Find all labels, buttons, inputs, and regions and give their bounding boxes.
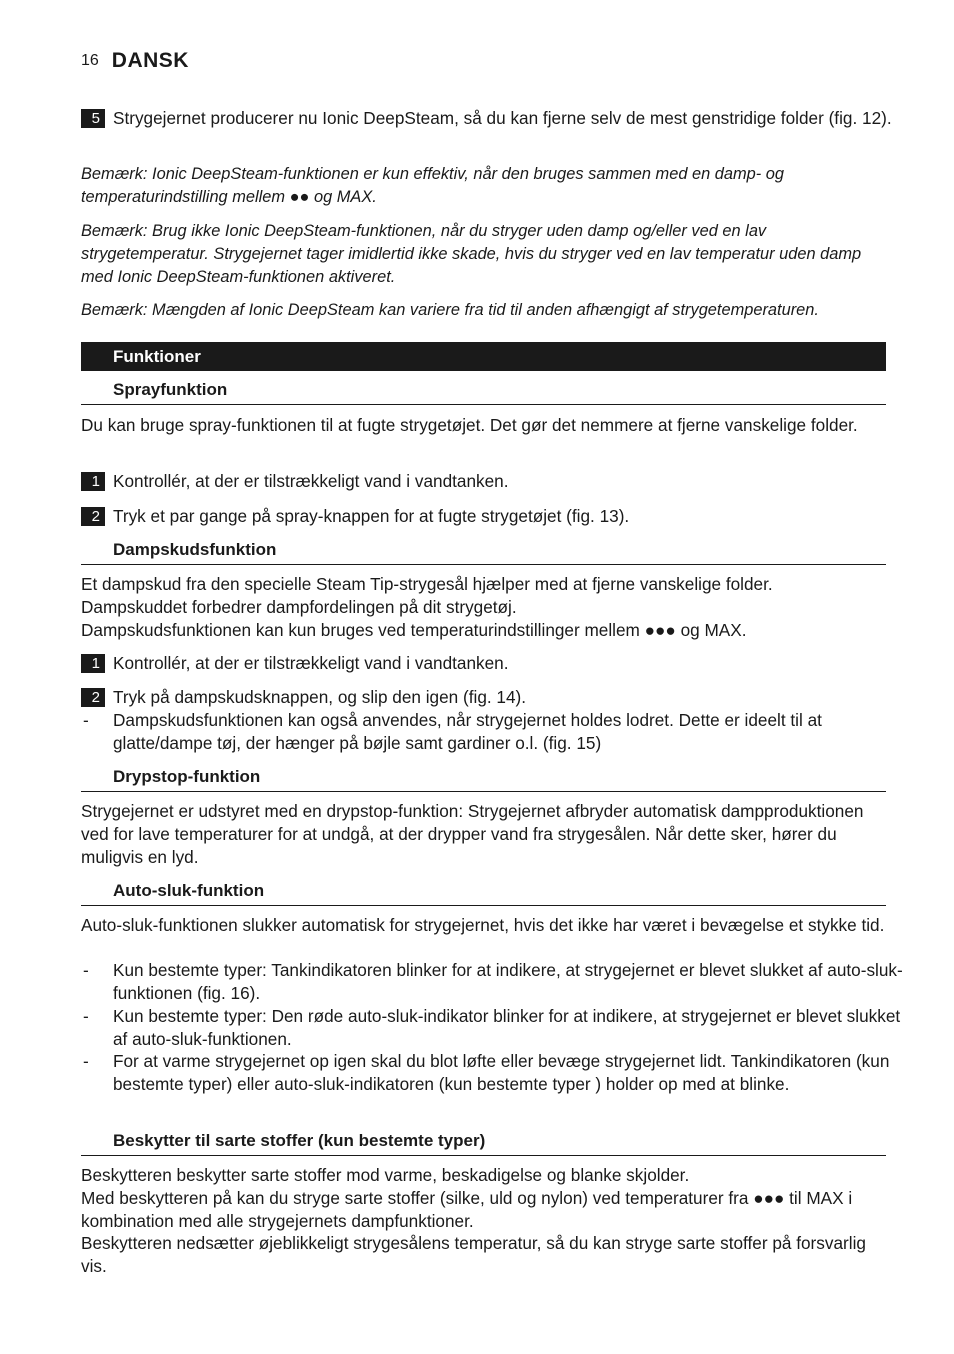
shot-step-2 (81, 686, 918, 709)
bullet-text: Dampskudsfunktionen kan også anvendes, når strygejernet holdes lodret. Dette er ideelt til at glatte/dampe tøj, der hænger på bøjle samt gardiner o.l. (fig. 15) (113, 710, 822, 753)
spray-step-1 (81, 470, 918, 493)
protector-body-line: Beskytteren beskytter sarte stoffer mod varme, beskadigelse og blanke skjolder. (81, 1165, 690, 1185)
note-deepsteam-no-steam: Bemærk: Brug ikke Ionic DeepSteam-funktionen, når du stryger uden damp og/eller ved en lav strygetemperatur. Strygejernet tager imidlertid ikke skade, hvis du stryger ved en lav temperatur uden damp med Ionic DeepSteam-funktionen aktiveret. (81, 222, 862, 286)
dash-marker: - (83, 1051, 89, 1071)
note-deepsteam-amount: Bemærk: Mængden af Ionic DeepSteam kan variere fra tid til anden afhængigt af strygetemperaturen. (81, 301, 819, 319)
shot-body-line: Et dampskud fra den specielle Steam Tip-strygesål hjælper med at fjerne vanskelige folder. (81, 574, 773, 594)
shot-step-1 (81, 652, 918, 675)
subsection-title-shot-of-steam: Dampskudsfunktion (81, 539, 886, 565)
step-text: Tryk et par gange på spray-knappen for at fugte strygetøjet (fig. 13). (113, 506, 630, 526)
drip-body: Strygejernet er udstyret med en drypstop-funktion: Strygejernet afbryder automatisk dampproduktionen ved for lave temperaturer for at undgå, at der drypper vand fra strygesålen. Når dette sker, hører du muligvis en lyd. (81, 801, 864, 867)
shot-body-line: Dampskuddet forbedrer dampfordelingen på dit strygetøj. (81, 596, 517, 617)
shot-body (81, 573, 886, 641)
section-banner-functions: Funktioner (81, 342, 886, 371)
auto-bullet-1 (81, 959, 918, 1005)
auto-bullet-3 (81, 1050, 918, 1096)
step-5 (81, 107, 918, 130)
shot-bullet (81, 709, 918, 755)
subsection-title-drip-stop: Drypstop-funktion (81, 766, 886, 792)
step-number-badge: 2 (81, 688, 105, 707)
step-text: Kontrollér, at der er tilstrækkeligt vand i vandtanken. (113, 471, 509, 491)
subsection-title-auto-off: Auto-sluk-funktion (81, 880, 886, 906)
step-number-badge: 2 (81, 507, 105, 526)
step-number-badge: 1 (81, 654, 105, 673)
dash-marker: - (83, 710, 89, 730)
page-number: 16 (81, 52, 99, 69)
bullet-text: For at varme strygejernet op igen skal du blot løfte eller bevæge strygejernet lidt. Tankindikatoren (kun bestemte typer) eller auto-sluk-indikatoren (kun bestemte typer ) holder op med at blinke. (113, 1051, 890, 1094)
spray-body: Du kan bruge spray-funktionen til at fugte strygetøjet. Det gør det nemmere at fjerne vanskelige folder. (81, 415, 858, 435)
protector-body-line: Med beskytteren på kan du stryge sarte stoffer (silke, uld og nylon) ved temperaturer fra ●●● til MAX i kombination med alle strygejernets dampfunktioner. (81, 1187, 853, 1231)
dash-marker: - (83, 1006, 89, 1026)
bullet-text: Kun bestemte typer: Tankindikatoren blinker for at indikere, at strygejernet er blevet slukket af auto-sluk-funktionen (fig. 16). (113, 960, 903, 1003)
bullet-text: Kun bestemte typer: Den røde auto-sluk-indikator blinker for at indikere, at strygejernet er blevet slukket af auto-sluk-funktionen. (113, 1006, 901, 1049)
step-text: Tryk på dampskudsknappen, og slip den igen (fig. 14). (113, 687, 527, 707)
note-deepsteam-effective: Bemærk: Ionic DeepSteam-funktionen er kun effektiv, når den bruges sammen med en damp- og temperaturindstilling mellem ●● og MAX. (81, 165, 785, 206)
step-text: Strygejernet producerer nu Ionic DeepSteam, så du kan fjerne selv de mest genstridige folder (fig. 12). (113, 108, 892, 128)
subsection-title-spray: Sprayfunktion (81, 379, 886, 405)
language-title: DANSK (111, 49, 189, 72)
dash-marker: - (83, 960, 89, 980)
page-header (81, 49, 189, 73)
subsection-title-protector: Beskytter til sarte stoffer (kun bestemte typer) (81, 1130, 886, 1156)
auto-bullet-2 (81, 1005, 918, 1051)
step-number-badge: 1 (81, 472, 105, 491)
step-number-badge: 5 (81, 109, 105, 128)
auto-body: Auto-sluk-funktionen slukker automatisk for strygejernet, hvis det ikke har været i bevægelse et stykke tid. (81, 915, 885, 935)
spray-step-2 (81, 505, 918, 528)
shot-body-line: Dampskudsfunktionen kan kun bruges ved temperaturindstillinger mellem ●●● og MAX. (81, 619, 747, 640)
protector-body (81, 1164, 886, 1278)
step-text: Kontrollér, at der er tilstrækkeligt vand i vandtanken. (113, 653, 509, 673)
protector-body-line: Beskytteren nedsætter øjeblikkeligt strygesålens temperatur, så du kan stryge sarte stoffer på forsvarlig vis. (81, 1233, 866, 1277)
